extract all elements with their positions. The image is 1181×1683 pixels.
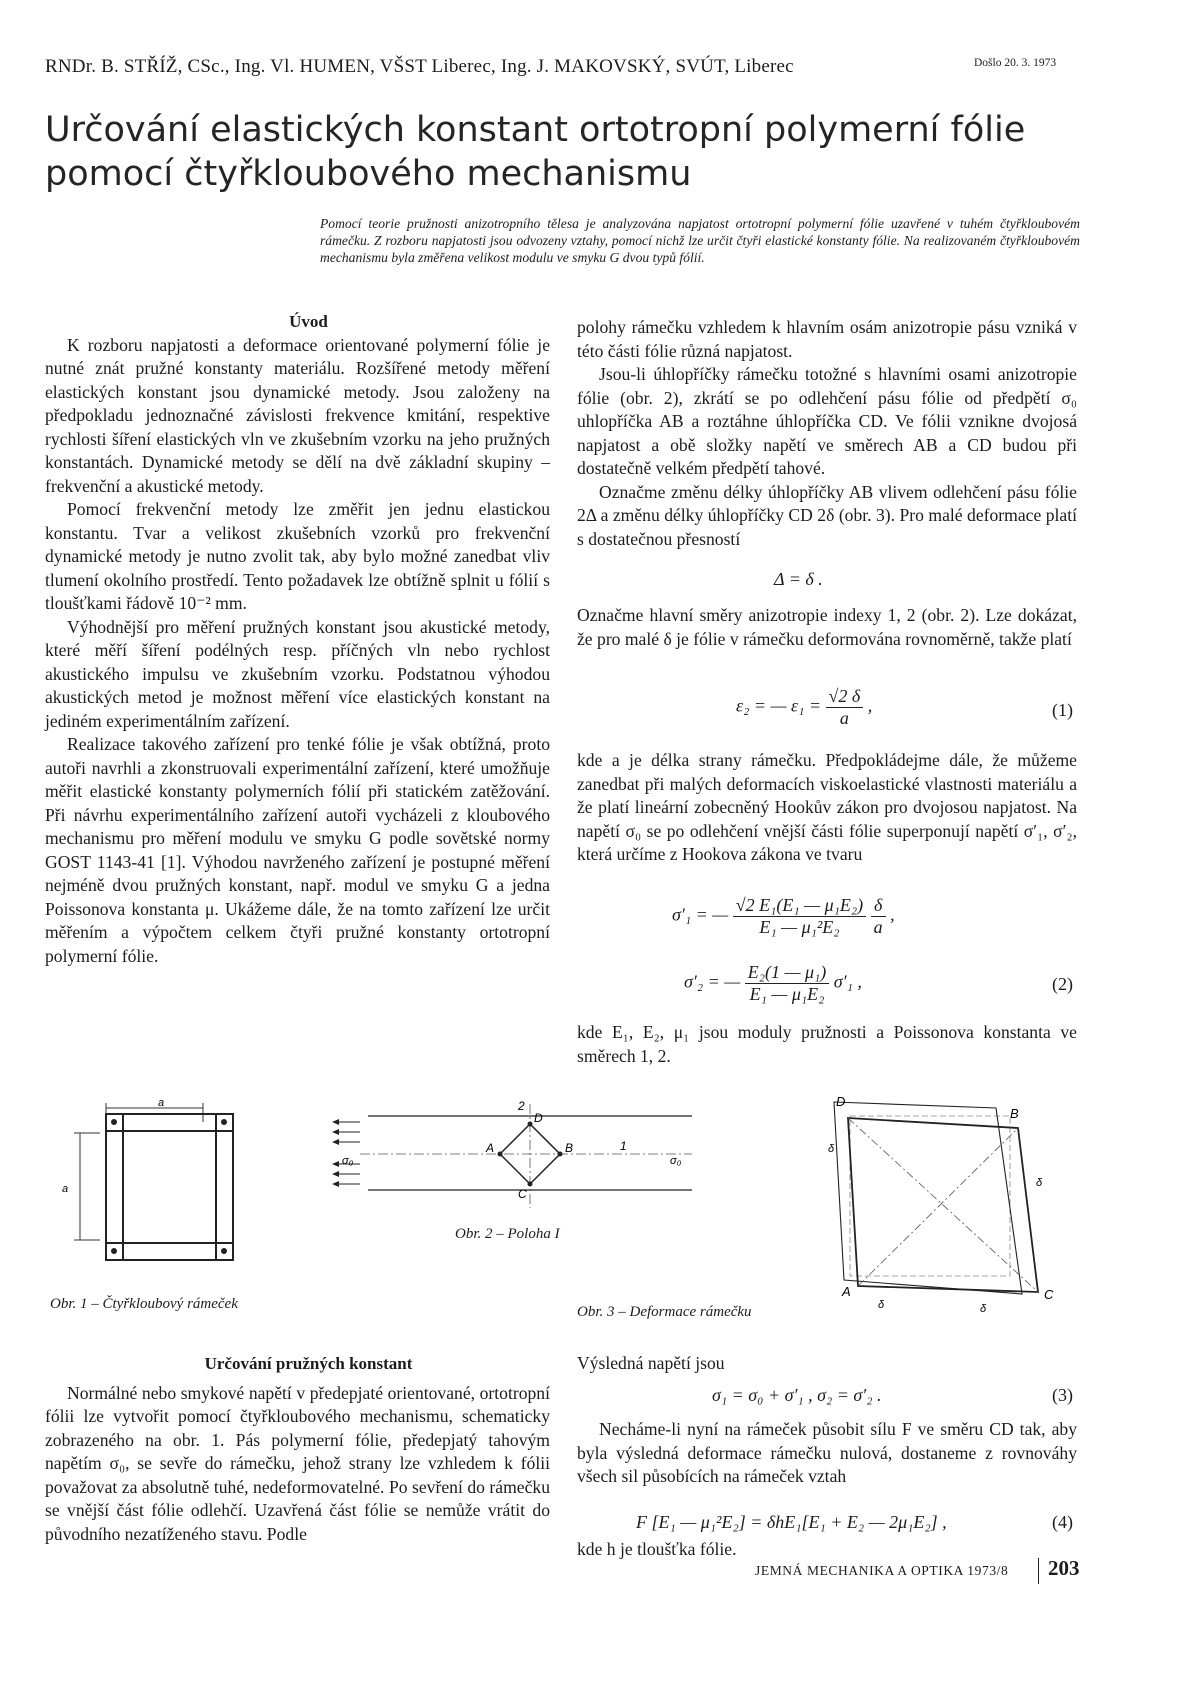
- lower-right-force: [577, 1418, 1077, 1489]
- figure-2-strip: [330, 1098, 700, 1218]
- joint: [111, 1119, 117, 1125]
- paragraph: K rozboru napjatosti a deformace orientované polymerní fólie je nutné znát pružné konstanty materiálu. Rozšířené metody měření elastických konstant jsou dynamické metody. Jsou založeny na předpokladu jednoznačné závislosti frekvence kmitání, respektive rychlosti šíření elastických vln ve zkušebním vzorku na jeho pružných konstantách. Dynamické metody se dělí na dvě základní skupiny – frekvenční a akustické metody.: [45, 334, 550, 496]
- label-delta: δ: [878, 1299, 885, 1311]
- eq2a-factor: [871, 895, 886, 938]
- equation-3-number: (3): [1052, 1385, 1073, 1405]
- stress-arrowheads-left: [332, 1119, 339, 1187]
- paragraph: polohy rámečku vzhledem k hlavním osám anizotropie pásu vzniká v této části fólie různá napjatost.: [577, 317, 1077, 361]
- label-axis-1: 1: [620, 1139, 627, 1153]
- label-A: A: [486, 1141, 495, 1155]
- eq1-denominator: a: [839, 708, 849, 728]
- eq2a-denominator: E₁ — μ₁²E₂: [759, 917, 840, 937]
- section-heading-intro: Úvod: [289, 312, 328, 331]
- label-axis-2: 2: [518, 1099, 525, 1113]
- label-delta: δ: [1036, 1177, 1043, 1189]
- right-column-hooke: [577, 749, 1077, 867]
- joint: [111, 1248, 117, 1254]
- eq2a-lhs: σ′₁ = —: [672, 904, 729, 925]
- eq2a-fraction: [733, 895, 866, 938]
- title-line-1: Určování elastických konstant ortotropní polymerní fólie: [45, 110, 1026, 150]
- left-column: [45, 310, 550, 968]
- equation-2-number: (2): [1052, 974, 1073, 994]
- label-delta: δ: [980, 1303, 987, 1315]
- authors-line: RNDr. B. STŘÍŽ, CSc., Ing. Vl. HUMEN, VŠST Liberec, Ing. J. MAKOVSKÝ, SVÚT, Liberec: [45, 56, 794, 77]
- eq2b-lhs: σ′₂ = —: [684, 971, 741, 992]
- label-D: D: [836, 1096, 846, 1109]
- equation-delta: Δ = δ .: [774, 569, 823, 589]
- joint: [221, 1248, 227, 1254]
- figure-2-caption: Obr. 2 – Poloha I: [455, 1226, 560, 1242]
- equation-1: ε₂ = — ε₁ = $\frac{√2 \delta}{a}$ ,: [736, 686, 873, 728]
- eq2b-tail: σ′₁ ,: [833, 971, 862, 992]
- paragraph: Realizace takového zařízení pro tenké fólie je však obtížná, proto autoři navrhli a zkonstruovali experimentální zařízení, které umožňuje měřit elastické konstanty polymerních fólií při statickém zatěžování. Při návrhu experimentálního zařízení autoři vycházeli z kloubového mechanismu pro měření modulu ve smyku G podle sovětské normy GOST 1143-41 [1]. Výhodou navrženého zařízení je postupné měření nejméně dvou pružných konstant, např. modul ve smyku G a jedna Poissonova konstanta μ. Ukážeme dále, že na tomto zařízení lze určit měřením a výpočtem celkem čtyři pružné konstanty ortotropní polymerní fólie.: [45, 734, 550, 966]
- frame-bar-left: [106, 1114, 123, 1260]
- paragraph: Výhodnější pro měření pružných konstant jsou akustické metody, které měří šíření podélných resp. příčných vln nebo rychlost akustického impulsu ve zkušebním vzorku. Podstatnou výhodou akustických metod je možnost měření více elastických konstant na jediném experimentálním zařízení.: [45, 616, 550, 731]
- lower-right-column: [577, 1352, 1077, 1376]
- eq2a-numerator: √2 E₁(E₁ — μ₁E₂): [733, 895, 866, 917]
- eq2b-numerator: E₂(1 — μ₁): [745, 962, 830, 984]
- eq1-numerator: √2 δ: [826, 686, 864, 708]
- right-column-mid: [577, 604, 1077, 651]
- equation-4: F [E₁ — μ₁²E₂] = δhE₁[E₁ + E₂ — 2μ₁E₂] ,: [636, 1512, 947, 1532]
- frame-bar-top: [106, 1114, 233, 1131]
- label-D: D: [534, 1111, 543, 1125]
- stress-arrows-left: [336, 1122, 360, 1184]
- frame-bar-bottom: [106, 1243, 233, 1260]
- equation-2a: σ′₁ = — $\frac{\text{√2 E₁(E₁ — μ₁E₂)}}{\text{E₁ — μ₁²E₂}}$ $\frac{\delta}{a}$ ,: [672, 895, 895, 937]
- diagonal-AB: [858, 1128, 1018, 1286]
- joint: [221, 1119, 227, 1125]
- right-column-constants: [577, 1021, 1077, 1068]
- figure-3-deformation: [820, 1096, 1065, 1316]
- paragraph: Jsou-li úhlopříčky rámečku totožné s hlavními osami anizotropie fólie (obr. 2), zkrátí se po odlehčení pásu fólie od předpětí σ₀ uhlopříčka AB a roztáhne úhlopříčka CD. Ve fólii vznikne dvojosá napjatost a obě složky napětí ve směrech AB a CD budou při dostatečně velkém předpětí tahové.: [577, 364, 1077, 478]
- paragraph: Označme změnu délky úhlopříčky AB vlivem odlehčení pásu fólie 2Δ a změnu délky úhlopříčky CD 2δ (obr. 3). Pro malé deformace platí s dostatečnou přesností: [577, 481, 1077, 549]
- label-a-left: a: [62, 1183, 69, 1195]
- paragraph: Necháme-li nyní na rámeček působit sílu F ve směru CD tak, aby byla výsledná deformace rámečku nulová, dostaneme z rovnováhy všech sil působících na rámeček vztah: [577, 1419, 1077, 1486]
- eq2b-fraction: [745, 962, 830, 1005]
- label-sigma0-left: σ₀: [342, 1155, 354, 1167]
- paragraph: Pomocí frekvenční metody lze změřit jen jednu elastickou konstantu. Tvar a velikost zkušebních vzorků pro frekvenční dynamické metody je nutno zvolit tak, aby bylo možné zanedbat vliv tlumení okolního prostředí. Tento požadavek lze obtížně splnit u fólií s tloušťkami řádově 10⁻² mm.: [45, 499, 550, 613]
- label-delta: δ: [828, 1143, 835, 1155]
- label-B: B: [565, 1141, 574, 1155]
- received-date: Došlo 20. 3. 1973: [974, 57, 1057, 69]
- label-C: C: [518, 1187, 527, 1201]
- page-title: [45, 108, 1045, 196]
- paragraph: kde E₁, E₂, μ₁ jsou moduly pružnosti a Poissonova konstanta ve směrech 1, 2.: [577, 1022, 1077, 1066]
- paragraph: Normálné nebo smykové napětí v předepjaté orientované, ortotropní fólii lze vytvořit pomocí čtyřkloubového mechanismu, schematicky zobrazeného na obr. 1. Pás polymerní fólie, předepjatý tahovým napětím σ₀, se sevře do rámečku, jehož strany lze vzhledem k fólii považovat za absolutně tuhé, nedeformovatelné. Po sevření do rámečku se vnější část fólie odlehčí. Uzavřená část fólie se nemůže vrátit do původního nezatíženého stavu. Podle: [45, 1382, 550, 1544]
- page-number: 203: [1048, 1556, 1080, 1580]
- label-C: C: [1044, 1287, 1054, 1302]
- label-sigma0-right: σ₀: [670, 1155, 682, 1167]
- frame-bar-right: [216, 1114, 233, 1260]
- undeformed-frame: [850, 1116, 1010, 1276]
- footer-divider: [1038, 1558, 1039, 1584]
- equation-4-number: (4): [1052, 1512, 1073, 1532]
- eq2a-factor-denominator: a: [873, 917, 883, 937]
- eq1-lhs: ε₂ = — ε₁ =: [736, 695, 821, 716]
- paragraph: Výsledná napětí jsou: [577, 1353, 725, 1373]
- figure-1-frame: [60, 1100, 260, 1300]
- lower-left-column: [45, 1352, 550, 1546]
- lower-right-end: [577, 1538, 1077, 1562]
- abstract: Pomocí teorie pružnosti anizotropního tělesa je analyzována napjatost ortotropní polymerní fólie uzavřené v tuhém čtyřkloubovém rámečku. Z rozboru napjatosti jsou odvozeny vztahy, pomocí nichž lze určit čtyři elastické konstanty fólie. Na realizovaném čtyřkloubovém mechanismu byla změřena velikost modulu ve smyku G dvou typů fólií.: [320, 216, 1080, 266]
- eq1-fraction: [826, 686, 864, 729]
- paragraph: kde h je tloušťka fólie.: [577, 1539, 737, 1559]
- label-a-top: a: [158, 1100, 165, 1109]
- label-B: B: [1010, 1106, 1019, 1121]
- eq2b-denominator: E₁ — μ₁E₂: [749, 984, 825, 1004]
- title-line-2: pomocí čtyřkloubového mechanismu: [45, 154, 692, 194]
- section-heading-constants: Určování pružných konstant: [204, 1354, 413, 1373]
- equation-3: σ₁ = σ₀ + σ′₁ , σ₂ = σ′₂ .: [712, 1385, 882, 1405]
- figure-3-caption: Obr. 3 – Deformace rámečku: [577, 1304, 752, 1320]
- paragraph: kde a je délka strany rámečku. Předpokládejme dále, že můžeme zanedbat při malých deformacích viskoelastické vlastnosti materiálu a že platí lineární zobecněný Hookův zákon pro dvojosou napjatost. Na napětí σ₀ se po odlehčení vnější části fólie superponují napětí σ′₁, σ′₂, která určíme z Hookova zákona ve tvaru: [577, 750, 1077, 864]
- equation-2b: [684, 962, 862, 1005]
- equation-1-number: (1): [1052, 700, 1073, 720]
- right-column-top: [577, 316, 1077, 551]
- journal-footer: JEMNÁ MECHANIKA A OPTIKA 1973/8: [755, 1563, 1009, 1578]
- paragraph: Označme hlavní směry anizotropie indexy 1, 2 (obr. 2). Lze dokázat, že pro malé δ je fólie v rámečku deformována rovnoměrně, takže platí: [577, 605, 1077, 649]
- label-A: A: [842, 1284, 851, 1299]
- figure-1-caption: Obr. 1 – Čtyřkloubový rámeček: [50, 1296, 238, 1312]
- eq2a-factor-numerator: δ: [871, 895, 886, 917]
